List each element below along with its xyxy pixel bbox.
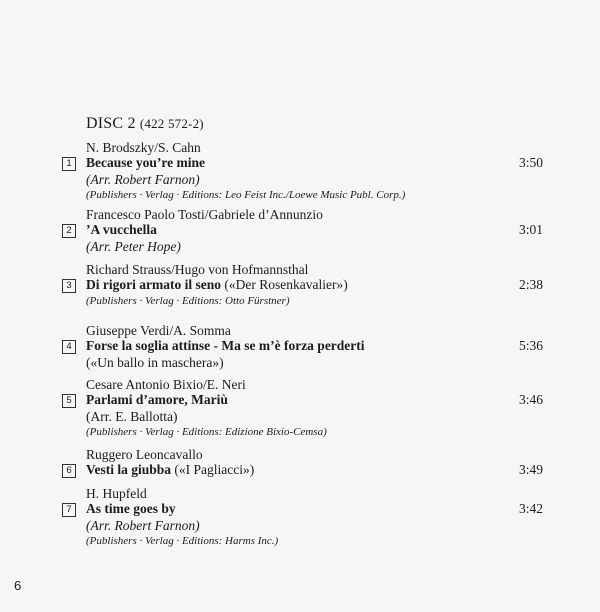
track-publisher-note: (Publishers · Verlag · Editions: Otto Fürstner) [86,295,290,307]
track-number: 4 [62,340,76,354]
track-duration: 3:42 [519,501,544,516]
track-duration: 3:49 [519,462,544,477]
track-composer: H. Hupfeld [86,486,147,501]
track-note: (Arr. Robert Farnon) [86,518,200,533]
track-publisher-note: (Publishers · Verlag · Editions: Leo Feist Inc./Loewe Music Publ. Corp.) [86,189,406,201]
track-title: Vesti la giubba [86,462,172,477]
track-composer: N. Brodszky/S. Cahn [86,140,201,155]
track-number: 7 [62,503,76,517]
track-title: Di rigori armato il seno [86,277,221,292]
track-title-line [86,392,228,408]
track-title: Forse la soglia attinse - Ma se m’è forza perderti [86,338,365,353]
track-composer: Giuseppe Verdi/A. Somma [86,323,231,338]
track-title-line [86,338,365,354]
track-duration: 5:36 [519,338,544,353]
track-note: (Arr. Robert Farnon) [86,172,200,187]
track-title: ’A vucchella [86,222,157,237]
track-note: (Arr. E. Ballotta) [86,409,178,424]
track-title-line [86,155,205,171]
track-title: Parlami d’amore, Mariù [86,392,228,407]
track-composer: Richard Strauss/Hugo von Hofmannsthal [86,262,309,277]
track-title-line [86,277,348,293]
track-publisher-note: (Publishers · Verlag · Editions: Edizione Bixio-Cemsa) [86,426,327,438]
track-title: As time goes by [86,501,176,516]
track-note: (Arr. Peter Hope) [86,239,181,254]
track-title-suffix: («I Pagliacci») [171,462,255,477]
track-title-line [86,462,254,478]
track-duration: 3:50 [519,155,544,170]
track-duration: 3:46 [519,392,544,407]
track-number: 5 [62,394,76,408]
disc-catalog-number: (422 572-2) [139,116,204,131]
track-note: («Un ballo in maschera») [86,355,224,370]
disc-heading [86,115,204,133]
track-number: 1 [62,157,76,171]
track-publisher-note: (Publishers · Verlag · Editions: Harms Inc.) [86,535,279,547]
track-number: 3 [62,279,76,293]
track-composer: Francesco Paolo Tosti/Gabriele d’Annunzio [86,207,323,222]
track-duration: 3:01 [519,222,544,237]
track-composer: Ruggero Leoncavallo [86,447,203,462]
track-title-line [86,222,157,238]
track-number: 2 [62,224,76,238]
track-title-line [86,501,176,517]
track-title-suffix: («Der Rosenkavalier») [220,277,348,292]
disc-label: DISC 2 [86,115,136,132]
track-duration: 2:38 [519,277,544,292]
track-title: Because you’re mine [86,155,205,170]
page-number: 6 [14,578,22,593]
track-composer: Cesare Antonio Bixio/E. Neri [86,377,246,392]
track-number: 6 [62,464,76,478]
